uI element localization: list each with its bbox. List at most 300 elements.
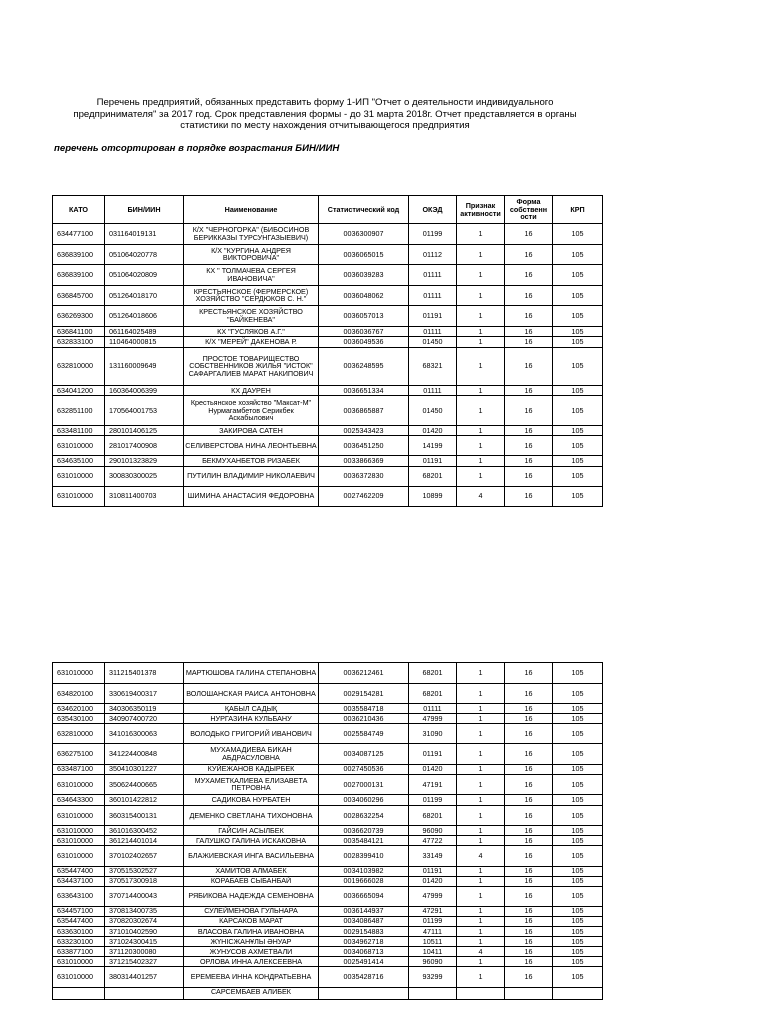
cell-bin: 160364006399 xyxy=(105,385,184,396)
cell-ownership: 16 xyxy=(505,326,553,337)
table-row xyxy=(53,486,603,506)
cell xyxy=(505,987,553,999)
cell-kato: 634620100 xyxy=(53,704,105,714)
cell-name: К/Х "ЧЕРНОГОРКА" (БИБОСИНОВ БЕРИККАЗЫ ТУРСУНГАЗЫЕВИЧ) xyxy=(184,224,319,245)
cell-oked: 01111 xyxy=(409,385,457,396)
cell-ownership: 16 xyxy=(505,764,553,774)
cell-oked: 68201 xyxy=(409,663,457,684)
cell-bin: 110464000815 xyxy=(105,337,184,348)
cell-oked: 47999 xyxy=(409,886,457,906)
cell-ownership: 16 xyxy=(505,846,553,867)
cell-name: ПРОСТОЕ ТОВАРИЩЕСТВО СОБСТВЕННИКОВ ЖИЛЬЯ "ИСТОК" САФАРГАЛИЕВ МАРАТ НАКИПОВИЧ xyxy=(184,347,319,385)
col-activity xyxy=(457,196,505,224)
cell-krp: 105 xyxy=(553,306,603,327)
cell-kato: 631010000 xyxy=(53,826,105,836)
cell-kato: 634635100 xyxy=(53,456,105,467)
cell-bin: 361214401014 xyxy=(105,836,184,846)
cell-krp: 105 xyxy=(553,456,603,467)
cell-bin: 330619400317 xyxy=(105,683,184,704)
table-row xyxy=(53,436,603,456)
col-name: Наименование xyxy=(184,196,319,224)
cell-activity: 1 xyxy=(457,886,505,906)
cell-bin: 380314401257 xyxy=(105,967,184,988)
table-row xyxy=(53,704,603,714)
table-row xyxy=(53,866,603,876)
table-row xyxy=(53,425,603,436)
cell-stat-code: 0034086487 xyxy=(319,916,409,926)
cell-stat-code: 0036665094 xyxy=(319,886,409,906)
cell-name: ВОЛОШАНСКАЯ РАИСА АНТОНОВНА xyxy=(184,683,319,704)
table-header-row xyxy=(53,196,603,224)
header-line-3: статистики по месту нахождения отчитывающегося предприятия xyxy=(180,120,470,131)
table-row xyxy=(53,306,603,327)
cell-ownership: 16 xyxy=(505,385,553,396)
cell-name: ЖУНУСОВ АХМЕТВАЛИ xyxy=(184,947,319,957)
cell-name: ГАЛУШКО ГАЛИНА ИСКАКОВНА xyxy=(184,836,319,846)
cell-activity: 1 xyxy=(457,285,505,306)
cell-krp: 105 xyxy=(553,396,603,426)
cell-bin: 131160009649 xyxy=(105,347,184,385)
cell-kato: 631010000 xyxy=(53,436,105,456)
cell-stat-code: 0034962718 xyxy=(319,937,409,947)
cell-krp: 105 xyxy=(553,886,603,906)
cell-ownership: 16 xyxy=(505,466,553,486)
cell-activity: 1 xyxy=(457,795,505,806)
cell-activity: 1 xyxy=(457,683,505,704)
cell-activity: 1 xyxy=(457,425,505,436)
cell-ownership: 16 xyxy=(505,836,553,846)
cell-activity: 1 xyxy=(457,957,505,967)
cell-name: КХ "ГУСЛЯКОВ А.Г." xyxy=(184,326,319,337)
cell-name: ҚАБЫЛ САДЫҚ xyxy=(184,704,319,714)
cell-stat-code: 0027000131 xyxy=(319,774,409,795)
cell-bin: 340907400720 xyxy=(105,714,184,724)
col-oked: ОКЭД xyxy=(409,196,457,224)
cell-kato: 635447400 xyxy=(53,866,105,876)
cell-name: РЯБИКОВА НАДЕЖДА СЕМЕНОВНА xyxy=(184,886,319,906)
cell-bin: 051264018606 xyxy=(105,306,184,327)
cell-stat-code: 0036049536 xyxy=(319,337,409,348)
cell-krp: 105 xyxy=(553,957,603,967)
cell-bin: 370820302674 xyxy=(105,916,184,926)
cell-activity: 1 xyxy=(457,937,505,947)
cell-bin: 370517300918 xyxy=(105,876,184,886)
cell-name: ДЕМЕНКО СВЕТЛАНА ТИХОНОВНА xyxy=(184,805,319,826)
cell-bin: 350624400665 xyxy=(105,774,184,795)
cell-activity: 1 xyxy=(457,456,505,467)
table-row xyxy=(53,805,603,826)
cell-krp: 105 xyxy=(553,337,603,348)
cell-activity: 1 xyxy=(457,926,505,937)
cell-bin: 360101422812 xyxy=(105,795,184,806)
cell-kato: 634457100 xyxy=(53,906,105,916)
cell-stat-code: 0036865887 xyxy=(319,396,409,426)
enterprise-table-1 xyxy=(52,195,603,507)
cell-activity: 1 xyxy=(457,916,505,926)
cell-kato: 632810000 xyxy=(53,724,105,744)
cell-krp: 105 xyxy=(553,326,603,337)
cell-activity: 4 xyxy=(457,947,505,957)
cell-bin: 370813400735 xyxy=(105,906,184,916)
cell-ownership: 16 xyxy=(505,916,553,926)
cell-stat-code: 0028399410 xyxy=(319,846,409,867)
col-ownership xyxy=(505,196,553,224)
cell-stat-code: 0035484121 xyxy=(319,836,409,846)
cell-kato: 634643300 xyxy=(53,795,105,806)
cell-oked: 01111 xyxy=(409,285,457,306)
cell-name: СУЛЕЙМЕНОВА ГУЛЬНАРА xyxy=(184,906,319,916)
table-row xyxy=(53,764,603,774)
cell xyxy=(319,987,409,999)
cell-kato: 631010000 xyxy=(53,805,105,826)
cell-stat-code: 0036451250 xyxy=(319,436,409,456)
cell-activity: 1 xyxy=(457,744,505,765)
cell-ownership: 16 xyxy=(505,886,553,906)
cell-ownership: 16 xyxy=(505,926,553,937)
table-row xyxy=(53,285,603,306)
cell-bin: 310811400703 xyxy=(105,486,184,506)
cell-stat-code: 0034068713 xyxy=(319,947,409,957)
col-kato: КАТО xyxy=(53,196,105,224)
table-row xyxy=(53,466,603,486)
cell-kato: 633487100 xyxy=(53,764,105,774)
enterprise-table-2 xyxy=(52,662,603,1000)
sort-note: перечень отсортирован в порядке возрастания БИН/ИИН xyxy=(54,143,340,154)
cell-krp: 105 xyxy=(553,486,603,506)
cell-bin: 051064020809 xyxy=(105,265,184,286)
cell-oked: 01111 xyxy=(409,704,457,714)
cell-name: ЗАКИРОВА САТЕН xyxy=(184,425,319,436)
cell-ownership: 16 xyxy=(505,744,553,765)
cell-oked: 01191 xyxy=(409,456,457,467)
table-row xyxy=(53,224,603,245)
cell-activity: 1 xyxy=(457,724,505,744)
cell-oked: 01199 xyxy=(409,224,457,245)
cell-krp: 105 xyxy=(553,774,603,795)
cell-bin: 350410301227 xyxy=(105,764,184,774)
cell-activity: 1 xyxy=(457,347,505,385)
cell-activity: 1 xyxy=(457,876,505,886)
table-row xyxy=(53,663,603,684)
cell-oked: 01111 xyxy=(409,326,457,337)
cell-bin: 371215402327 xyxy=(105,957,184,967)
cell-activity: 1 xyxy=(457,396,505,426)
cell-kato: 632851100 xyxy=(53,396,105,426)
cell-stat-code: 0019666028 xyxy=(319,876,409,886)
cell-krp: 105 xyxy=(553,846,603,867)
cell-bin: 360315400131 xyxy=(105,805,184,826)
cell-bin: 361016300452 xyxy=(105,826,184,836)
cell-ownership: 16 xyxy=(505,967,553,988)
cell-stat-code: 0036372830 xyxy=(319,466,409,486)
cell-oked: 68321 xyxy=(409,347,457,385)
cell-krp: 105 xyxy=(553,724,603,744)
cell-activity: 1 xyxy=(457,326,505,337)
cell-oked: 01111 xyxy=(409,265,457,286)
cell-activity: 1 xyxy=(457,704,505,714)
cell-stat-code: 0034103982 xyxy=(319,866,409,876)
cell-ownership: 16 xyxy=(505,947,553,957)
cell-krp: 105 xyxy=(553,244,603,265)
cell-kato: 632810000 xyxy=(53,347,105,385)
cell xyxy=(105,987,184,999)
cell-activity: 1 xyxy=(457,866,505,876)
cell-ownership: 16 xyxy=(505,937,553,947)
cell-stat-code: 0025584749 xyxy=(319,724,409,744)
cell-name: ВЛАСОВА ГАЛИНА ИВАНОВНА xyxy=(184,926,319,937)
cell-krp: 105 xyxy=(553,947,603,957)
cell-activity: 1 xyxy=(457,906,505,916)
table-row xyxy=(53,347,603,385)
cell-stat-code: 0035428716 xyxy=(319,967,409,988)
cell-stat-code: 0027450536 xyxy=(319,764,409,774)
cell-bin: 031164019131 xyxy=(105,224,184,245)
cell-activity: 1 xyxy=(457,836,505,846)
cell-activity: 1 xyxy=(457,224,505,245)
table-row xyxy=(53,826,603,836)
table-row xyxy=(53,906,603,916)
cell-bin: 371024300415 xyxy=(105,937,184,947)
cell-name: МУХАМАДИЕВА БИКАН АБДРАСУЛОВНА xyxy=(184,744,319,765)
cell-ownership: 16 xyxy=(505,306,553,327)
cell-bin: 370714400043 xyxy=(105,886,184,906)
cell-activity: 4 xyxy=(457,486,505,506)
cell-ownership: 16 xyxy=(505,265,553,286)
cell-activity: 1 xyxy=(457,826,505,836)
cell-ownership: 16 xyxy=(505,436,553,456)
cell-name: ГАЙСИН АСЫЛБЕК xyxy=(184,826,319,836)
cell-oked: 96090 xyxy=(409,826,457,836)
cell-oked: 10899 xyxy=(409,486,457,506)
cell-krp: 105 xyxy=(553,224,603,245)
cell-krp: 105 xyxy=(553,795,603,806)
cell-name: ЖҮНІСЖАНҰЛЫ ӘНУАР xyxy=(184,937,319,947)
cell-krp: 105 xyxy=(553,466,603,486)
table-row xyxy=(53,987,603,999)
cell-ownership: 16 xyxy=(505,876,553,886)
table-row xyxy=(53,724,603,744)
cell-krp: 105 xyxy=(553,347,603,385)
cell-oked: 01450 xyxy=(409,396,457,426)
cell-oked: 68201 xyxy=(409,466,457,486)
cell-activity: 1 xyxy=(457,466,505,486)
table-row xyxy=(53,886,603,906)
table-row xyxy=(53,846,603,867)
cell-bin: 370515302527 xyxy=(105,866,184,876)
cell-oked: 01420 xyxy=(409,764,457,774)
table-row xyxy=(53,337,603,348)
cell-name: ВОЛОДЬКО ГРИГОРИЙ ИВАНОВИЧ xyxy=(184,724,319,744)
cell-oked: 68201 xyxy=(409,683,457,704)
cell xyxy=(457,987,505,999)
cell-name: Крестьянское хозяйство "Максат-М" Нурмагамбетов Серикбек Аскабылович xyxy=(184,396,319,426)
cell-oked: 01450 xyxy=(409,337,457,348)
table-1-body xyxy=(53,224,603,507)
cell-bin: 051064020778 xyxy=(105,244,184,265)
cell-oked: 68201 xyxy=(409,805,457,826)
cell-krp: 105 xyxy=(553,876,603,886)
cell-stat-code: 0029154883 xyxy=(319,926,409,937)
cell-oked: 01420 xyxy=(409,425,457,436)
cell-krp: 105 xyxy=(553,764,603,774)
cell-krp: 105 xyxy=(553,714,603,724)
cell-ownership: 16 xyxy=(505,683,553,704)
cell-krp: 105 xyxy=(553,744,603,765)
cell-krp: 105 xyxy=(553,826,603,836)
cell-krp: 105 xyxy=(553,866,603,876)
cell-kato: 631010000 xyxy=(53,774,105,795)
cell xyxy=(409,987,457,999)
cell-activity: 1 xyxy=(457,436,505,456)
cell-ownership: 16 xyxy=(505,704,553,714)
cell-krp: 105 xyxy=(553,967,603,988)
cell-bin: 371010402590 xyxy=(105,926,184,937)
cell-kato: 633877100 xyxy=(53,947,105,957)
cell-stat-code: 0036248595 xyxy=(319,347,409,385)
cell-stat-code: 0028632254 xyxy=(319,805,409,826)
table-row xyxy=(53,876,603,886)
cell-kato: 631010000 xyxy=(53,836,105,846)
cell-kato: 636839100 xyxy=(53,244,105,265)
col-ownership-line: Форма xyxy=(516,197,541,207)
cell-ownership: 16 xyxy=(505,663,553,684)
cell-activity: 1 xyxy=(457,306,505,327)
cell-stat-code: 0036212461 xyxy=(319,663,409,684)
cell-ownership: 16 xyxy=(505,347,553,385)
cell-ownership: 16 xyxy=(505,244,553,265)
cell-activity: 1 xyxy=(457,967,505,988)
cell-ownership: 16 xyxy=(505,724,553,744)
cell-bin: 341224400848 xyxy=(105,744,184,765)
cell-name: КРЕСТЬЯНСКОЕ (ФЕРМЕРСКОЕ) ХОЗЯЙСТВО "СЕРДЮКОВ С. Н." xyxy=(184,285,319,306)
cell-name: КХ " ТОЛМАЧЕВА СЕРГЕЯ ИВАНОВИЧА" xyxy=(184,265,319,286)
cell-oked: 47111 xyxy=(409,926,457,937)
cell-ownership: 16 xyxy=(505,396,553,426)
cell-name: МАРТЮШОВА ГАЛИНА СТЕПАНОВНА xyxy=(184,663,319,684)
cell-kato: 633630100 xyxy=(53,926,105,937)
cell-activity: 1 xyxy=(457,714,505,724)
cell-kato: 631010000 xyxy=(53,957,105,967)
cell-kato: 636839100 xyxy=(53,265,105,286)
cell-krp: 105 xyxy=(553,805,603,826)
cell-name: ХАМИТОВ АЛМАБЕК xyxy=(184,866,319,876)
cell-bin: 341016300063 xyxy=(105,724,184,744)
cell-ownership: 16 xyxy=(505,224,553,245)
cell-stat-code: 0036144937 xyxy=(319,906,409,916)
cell-name: ПУТИЛИН ВЛАДИМИР НИКОЛАЕВИЧ xyxy=(184,466,319,486)
cell-name: КРЕСТЬЯНСКОЕ ХОЗЯЙСТВО "БАЙКЕНЕВА" xyxy=(184,306,319,327)
table-2-body xyxy=(53,663,603,1000)
cell-activity: 1 xyxy=(457,337,505,348)
cell-name: КХ ДАУРЕН xyxy=(184,385,319,396)
cell-activity: 1 xyxy=(457,774,505,795)
table-row xyxy=(53,836,603,846)
cell-kato: 631010000 xyxy=(53,466,105,486)
cell-oked: 01191 xyxy=(409,866,457,876)
cell-stat-code: 0036065015 xyxy=(319,244,409,265)
cell-name: БЕКМУХАНБЕТОВ РИЗАБЕК xyxy=(184,456,319,467)
cell-name: ЕРЕМЕЕВА ИННА КОНДРАТЬЕВНА xyxy=(184,967,319,988)
cell-bin: 340306350119 xyxy=(105,704,184,714)
cell-kato: 634820100 xyxy=(53,683,105,704)
cell-oked: 31090 xyxy=(409,724,457,744)
cell xyxy=(553,987,603,999)
cell-oked: 14199 xyxy=(409,436,457,456)
cell-stat-code: 0036651334 xyxy=(319,385,409,396)
table-row xyxy=(53,683,603,704)
cell-kato: 633230100 xyxy=(53,937,105,947)
table-row xyxy=(53,795,603,806)
cell-stat-code: 0036048062 xyxy=(319,285,409,306)
cell-name: САРСЕМБАЕВ АЛИБЕК xyxy=(184,987,319,999)
cell-krp: 105 xyxy=(553,836,603,846)
cell-krp: 105 xyxy=(553,704,603,714)
table-row xyxy=(53,326,603,337)
cell-ownership: 16 xyxy=(505,866,553,876)
cell-kato: 634477100 xyxy=(53,224,105,245)
cell-bin: 290101323829 xyxy=(105,456,184,467)
cell-name: К/Х "КУРГИНА АНДРЕЯ ВИКТОРОВИЧА" xyxy=(184,244,319,265)
cell-bin: 370102402657 xyxy=(105,846,184,867)
cell-activity: 1 xyxy=(457,385,505,396)
cell-kato: 635447400 xyxy=(53,916,105,926)
header-line-1: Перечень предприятий, обязанных представить форму 1-ИП "Отчет о деятельности индивидуального xyxy=(96,97,554,108)
table-row xyxy=(53,744,603,765)
cell-name: СЕЛИВЕРСТОВА НИНА ЛЕОНТЬЕВНА xyxy=(184,436,319,456)
cell-ownership: 16 xyxy=(505,805,553,826)
cell-stat-code: 0034060296 xyxy=(319,795,409,806)
cell-stat-code: 0036620739 xyxy=(319,826,409,836)
cell-activity: 1 xyxy=(457,663,505,684)
cell-oked: 01199 xyxy=(409,916,457,926)
cell-oked: 93299 xyxy=(409,967,457,988)
cell-ownership: 16 xyxy=(505,456,553,467)
cell-ownership: 16 xyxy=(505,714,553,724)
cell-bin: 300830300025 xyxy=(105,466,184,486)
cell-oked: 96090 xyxy=(409,957,457,967)
col-ownership-line: собственн xyxy=(509,204,548,214)
table-row xyxy=(53,937,603,947)
cell-stat-code: 0036057013 xyxy=(319,306,409,327)
table-row xyxy=(53,456,603,467)
cell-stat-code: 0036210436 xyxy=(319,714,409,724)
col-ownership-line: ости xyxy=(520,212,537,222)
cell-activity: 4 xyxy=(457,846,505,867)
cell-oked: 01112 xyxy=(409,244,457,265)
table-row xyxy=(53,967,603,988)
table-row xyxy=(53,244,603,265)
cell-ownership: 16 xyxy=(505,337,553,348)
cell-kato: 635430100 xyxy=(53,714,105,724)
table-row xyxy=(53,265,603,286)
cell-name: МУХАМЕТКАЛИЕВА ЕЛИЗАВЕТА ПЕТРОВНА xyxy=(184,774,319,795)
cell-name: КУЙЕЖАНОВ КАДЫРБЕК xyxy=(184,764,319,774)
cell-stat-code: 0025343423 xyxy=(319,425,409,436)
cell-kato: 634437100 xyxy=(53,876,105,886)
cell-ownership: 16 xyxy=(505,486,553,506)
cell-stat-code: 0036300907 xyxy=(319,224,409,245)
cell-stat-code: 0029154281 xyxy=(319,683,409,704)
cell-kato: 633481100 xyxy=(53,425,105,436)
cell-activity: 1 xyxy=(457,244,505,265)
table-row xyxy=(53,957,603,967)
cell-ownership: 16 xyxy=(505,774,553,795)
cell-name: К/Х "МЕРЕЙ" ДАКЕНОВА Р. xyxy=(184,337,319,348)
cell-kato: 631010000 xyxy=(53,967,105,988)
cell-stat-code: 0034087125 xyxy=(319,744,409,765)
table-row xyxy=(53,714,603,724)
cell-activity: 1 xyxy=(457,265,505,286)
